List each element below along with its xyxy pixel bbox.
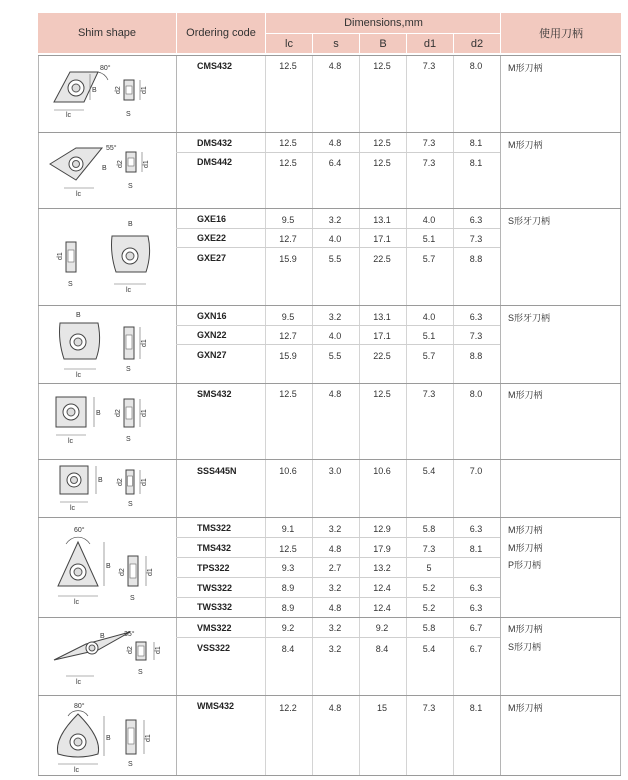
- value-d1: 5: [426, 563, 432, 573]
- ordering-code: GXN27: [197, 350, 227, 360]
- value-s: 3.2: [328, 623, 342, 633]
- ordering-code: SSS445N: [197, 466, 237, 476]
- ordering-code: GXN22: [197, 330, 227, 340]
- value-b: 17.1: [373, 331, 391, 341]
- value-b: 13.2: [373, 563, 391, 573]
- value-lc: 9.2: [281, 623, 295, 633]
- value-lc: 8.9: [281, 603, 295, 613]
- dim-label-b: B: [76, 312, 81, 319]
- value-s: 6.4: [328, 158, 342, 168]
- ordering-code: TWS322: [197, 583, 233, 593]
- ordering-code: DMS432: [197, 138, 233, 148]
- dim-label-d1: d1: [147, 568, 154, 576]
- value-lc: 10.6: [279, 466, 297, 476]
- dim-label-d2: d2: [117, 478, 124, 486]
- ordering-code: TPS322: [197, 563, 230, 573]
- header-ordering-code: Ordering code: [186, 27, 256, 39]
- value-d1: 7.3: [422, 138, 436, 148]
- tool-holder: M形刀柄: [508, 390, 543, 400]
- tool-holder: M形刀柄: [508, 140, 543, 150]
- ordering-code: GXN16: [197, 311, 227, 321]
- value-d2: 8.0: [469, 61, 483, 71]
- dim-label-lc: lc: [68, 438, 74, 445]
- value-s: 3.0: [328, 466, 342, 476]
- value-d1: 5.2: [422, 603, 436, 613]
- value-b: 17.1: [373, 234, 391, 244]
- value-d2: 8.1: [469, 158, 483, 168]
- value-d2: 6.3: [469, 215, 483, 225]
- dim-label-b: B: [102, 165, 107, 172]
- dim-label-lc: lc: [74, 767, 80, 774]
- value-s: 4.8: [328, 603, 342, 613]
- value-s: 3.2: [328, 215, 342, 225]
- gxn-thread-shim-icon: [40, 309, 174, 381]
- value-lc: 12.5: [279, 158, 297, 168]
- dim-label-d1: d1: [141, 86, 148, 94]
- value-b: 15: [376, 703, 387, 713]
- ordering-code: VMS322: [197, 623, 232, 633]
- value-s: 4.8: [328, 61, 342, 71]
- dim-label-d2: d2: [115, 86, 122, 94]
- value-d2: 7.3: [469, 234, 483, 244]
- value-lc: 15.9: [279, 351, 297, 361]
- value-d1: 5.8: [422, 623, 436, 633]
- dim-label-b: B: [128, 221, 133, 228]
- dim-label-b: B: [96, 410, 101, 417]
- value-d2: 8.1: [469, 544, 483, 554]
- gxe-thread-shim-icon: [40, 212, 174, 302]
- tool-holder: M形刀柄: [508, 63, 543, 73]
- dim-label-lc: lc: [66, 112, 72, 119]
- value-d2: 6.3: [469, 583, 483, 593]
- cms-rhombic-80-shim-icon: [40, 60, 174, 130]
- value-lc: 12.5: [279, 61, 297, 71]
- value-d1: 5.1: [422, 331, 436, 341]
- value-lc: 12.5: [279, 544, 297, 554]
- value-d1: 7.3: [422, 389, 436, 399]
- value-s: 3.2: [328, 312, 342, 322]
- dim-label-s: S: [68, 281, 73, 288]
- value-lc: 9.1: [281, 524, 295, 534]
- value-d1: 7.3: [422, 703, 436, 713]
- value-b: 22.5: [373, 254, 391, 264]
- value-b: 12.5: [373, 389, 391, 399]
- dim-label-s: S: [128, 761, 133, 768]
- tool-holder: M形刀柄: [508, 703, 543, 713]
- value-b: 12.5: [373, 61, 391, 71]
- sms-square-shim-icon: [40, 387, 174, 457]
- value-d2: 6.7: [469, 644, 483, 654]
- dim-label-d1: d1: [141, 409, 148, 417]
- value-lc: 12.5: [279, 138, 297, 148]
- value-s: 3.2: [328, 583, 342, 593]
- dim-label-d1: d1: [141, 478, 148, 486]
- tms-triangle-shim-icon: [40, 522, 174, 614]
- dim-label-s: S: [126, 366, 131, 373]
- value-s: 3.2: [328, 524, 342, 534]
- value-b: 22.5: [373, 351, 391, 361]
- wms-trigon-80-shim-icon: [40, 698, 174, 774]
- ordering-code: GXE22: [197, 233, 227, 243]
- dim-label-lc: lc: [126, 287, 132, 294]
- dim-label-lc: lc: [76, 372, 82, 379]
- dim-label-d1: d1: [141, 339, 148, 347]
- value-s: 2.7: [328, 563, 342, 573]
- angle-label: 60°: [74, 527, 85, 534]
- vms-rhombic-35-shim-icon: [40, 620, 174, 694]
- value-s: 5.5: [328, 254, 342, 264]
- value-lc: 15.9: [279, 254, 297, 264]
- tool-holder: S形刀柄: [508, 642, 542, 652]
- value-s: 4.8: [328, 703, 342, 713]
- value-b: 12.5: [373, 158, 391, 168]
- value-s: 4.8: [328, 544, 342, 554]
- dim-label-s: S: [128, 501, 133, 508]
- value-lc: 12.5: [279, 389, 297, 399]
- value-s: 4.0: [328, 331, 342, 341]
- tool-holder: M形刀柄: [508, 543, 543, 553]
- dim-label-s: S: [126, 436, 131, 443]
- ordering-code: DMS442: [197, 157, 233, 167]
- value-b: 12.4: [373, 603, 391, 613]
- value-d2: 8.1: [469, 703, 483, 713]
- value-b: 12.5: [373, 138, 391, 148]
- dim-label-d2: d2: [117, 160, 124, 168]
- value-s: 5.5: [328, 351, 342, 361]
- value-lc: 8.4: [281, 644, 295, 654]
- ordering-code: SMS432: [197, 389, 232, 399]
- value-s: 4.0: [328, 234, 342, 244]
- value-d2: 6.3: [469, 524, 483, 534]
- value-b: 12.9: [373, 524, 391, 534]
- dim-label-d2: d2: [127, 646, 134, 654]
- header-col-lc: lc: [285, 37, 293, 50]
- value-b: 10.6: [373, 466, 391, 476]
- dim-label-b: B: [106, 563, 111, 570]
- dim-label-d1: d1: [155, 646, 162, 654]
- value-d1: 5.8: [422, 524, 436, 534]
- dms-rhombic-55-shim-icon: [40, 136, 174, 206]
- dim-label-d1: d1: [143, 160, 150, 168]
- ordering-code: GXE16: [197, 214, 227, 224]
- value-lc: 9.5: [281, 312, 295, 322]
- header-shim-shape: Shim shape: [77, 27, 137, 39]
- header-col-d2: d2: [470, 37, 484, 50]
- value-d2: 7.3: [469, 331, 483, 341]
- tool-holder: M形刀柄: [508, 525, 543, 535]
- value-d1: 4.0: [422, 215, 436, 225]
- angle-label: 55°: [106, 145, 117, 152]
- dim-label-lc: lc: [76, 679, 82, 686]
- ordering-code: TWS332: [197, 602, 233, 612]
- value-b: 13.1: [373, 215, 391, 225]
- ordering-code: WMS432: [197, 701, 235, 711]
- dim-label-d2: d2: [119, 568, 126, 576]
- value-d2: 8.8: [469, 351, 483, 361]
- tool-holder: S形牙刀柄: [508, 313, 551, 323]
- value-d1: 7.3: [422, 158, 436, 168]
- dim-label-d1: d1: [57, 252, 64, 260]
- dim-label-b: B: [106, 735, 111, 742]
- dim-label-b: B: [92, 87, 97, 94]
- dim-label-b: B: [100, 633, 105, 640]
- dim-label-d1: d1: [145, 734, 152, 742]
- angle-label: 35°: [124, 631, 135, 638]
- ordering-code: TMS432: [197, 543, 232, 553]
- dim-label-b: B: [98, 477, 103, 484]
- value-b: 8.4: [375, 644, 389, 654]
- value-lc: 12.7: [279, 331, 297, 341]
- value-lc: 9.5: [281, 215, 295, 225]
- value-d1: 4.0: [422, 312, 436, 322]
- value-d2: 8.1: [469, 138, 483, 148]
- header-col-d1: d1: [423, 37, 437, 50]
- value-d1: 5.4: [422, 466, 436, 476]
- header-tool-holder: 使用刀柄: [539, 28, 583, 40]
- value-d2: 7.0: [469, 466, 483, 476]
- dim-label-lc: lc: [70, 505, 76, 512]
- value-d1: 5.7: [422, 351, 436, 361]
- header-col-b: B: [379, 37, 387, 50]
- value-b: 12.4: [373, 583, 391, 593]
- value-d2: 8.8: [469, 254, 483, 264]
- dim-label-s: S: [128, 183, 133, 190]
- value-d1: 5.2: [422, 583, 436, 593]
- dim-label-s: S: [126, 111, 131, 118]
- value-lc: 12.2: [279, 703, 297, 713]
- value-d1: 7.3: [422, 61, 436, 71]
- value-lc: 12.7: [279, 234, 297, 244]
- angle-label: 80°: [74, 703, 85, 710]
- ordering-code: VSS322: [197, 643, 231, 653]
- value-d1: 5.4: [422, 644, 436, 654]
- dim-label-s: S: [138, 669, 143, 676]
- value-s: 4.8: [328, 138, 342, 148]
- tool-holder: M形刀柄: [508, 624, 543, 634]
- value-d1: 7.3: [422, 544, 436, 554]
- dim-label-d2: d2: [115, 409, 122, 417]
- value-lc: 9.3: [281, 563, 295, 573]
- value-s: 3.2: [328, 644, 342, 654]
- value-b: 17.9: [373, 544, 391, 554]
- dim-label-s: S: [130, 595, 135, 602]
- value-d2: 6.3: [469, 603, 483, 613]
- angle-label: 80°: [100, 65, 111, 72]
- dim-label-lc: lc: [74, 599, 80, 606]
- sss-square-shim-icon: [40, 462, 174, 516]
- value-d1: 5.7: [422, 254, 436, 264]
- header-col-s: s: [333, 37, 339, 50]
- table-header: [38, 13, 621, 53]
- ordering-code: TMS322: [197, 523, 232, 533]
- tool-holder: P形刀柄: [508, 560, 542, 570]
- value-b: 9.2: [375, 623, 389, 633]
- value-lc: 8.9: [281, 583, 295, 593]
- ordering-code: GXE27: [197, 253, 227, 263]
- header-dimensions: Dimensions,mm: [344, 16, 423, 29]
- value-d1: 5.1: [422, 234, 436, 244]
- dim-label-lc: lc: [76, 191, 82, 198]
- value-d2: 6.7: [469, 623, 483, 633]
- value-s: 4.8: [328, 389, 342, 399]
- value-b: 13.1: [373, 312, 391, 322]
- ordering-code: CMS432: [197, 61, 233, 71]
- tool-holder: S形牙刀柄: [508, 216, 551, 226]
- value-d2: 6.3: [469, 312, 483, 322]
- value-d2: 8.0: [469, 389, 483, 399]
